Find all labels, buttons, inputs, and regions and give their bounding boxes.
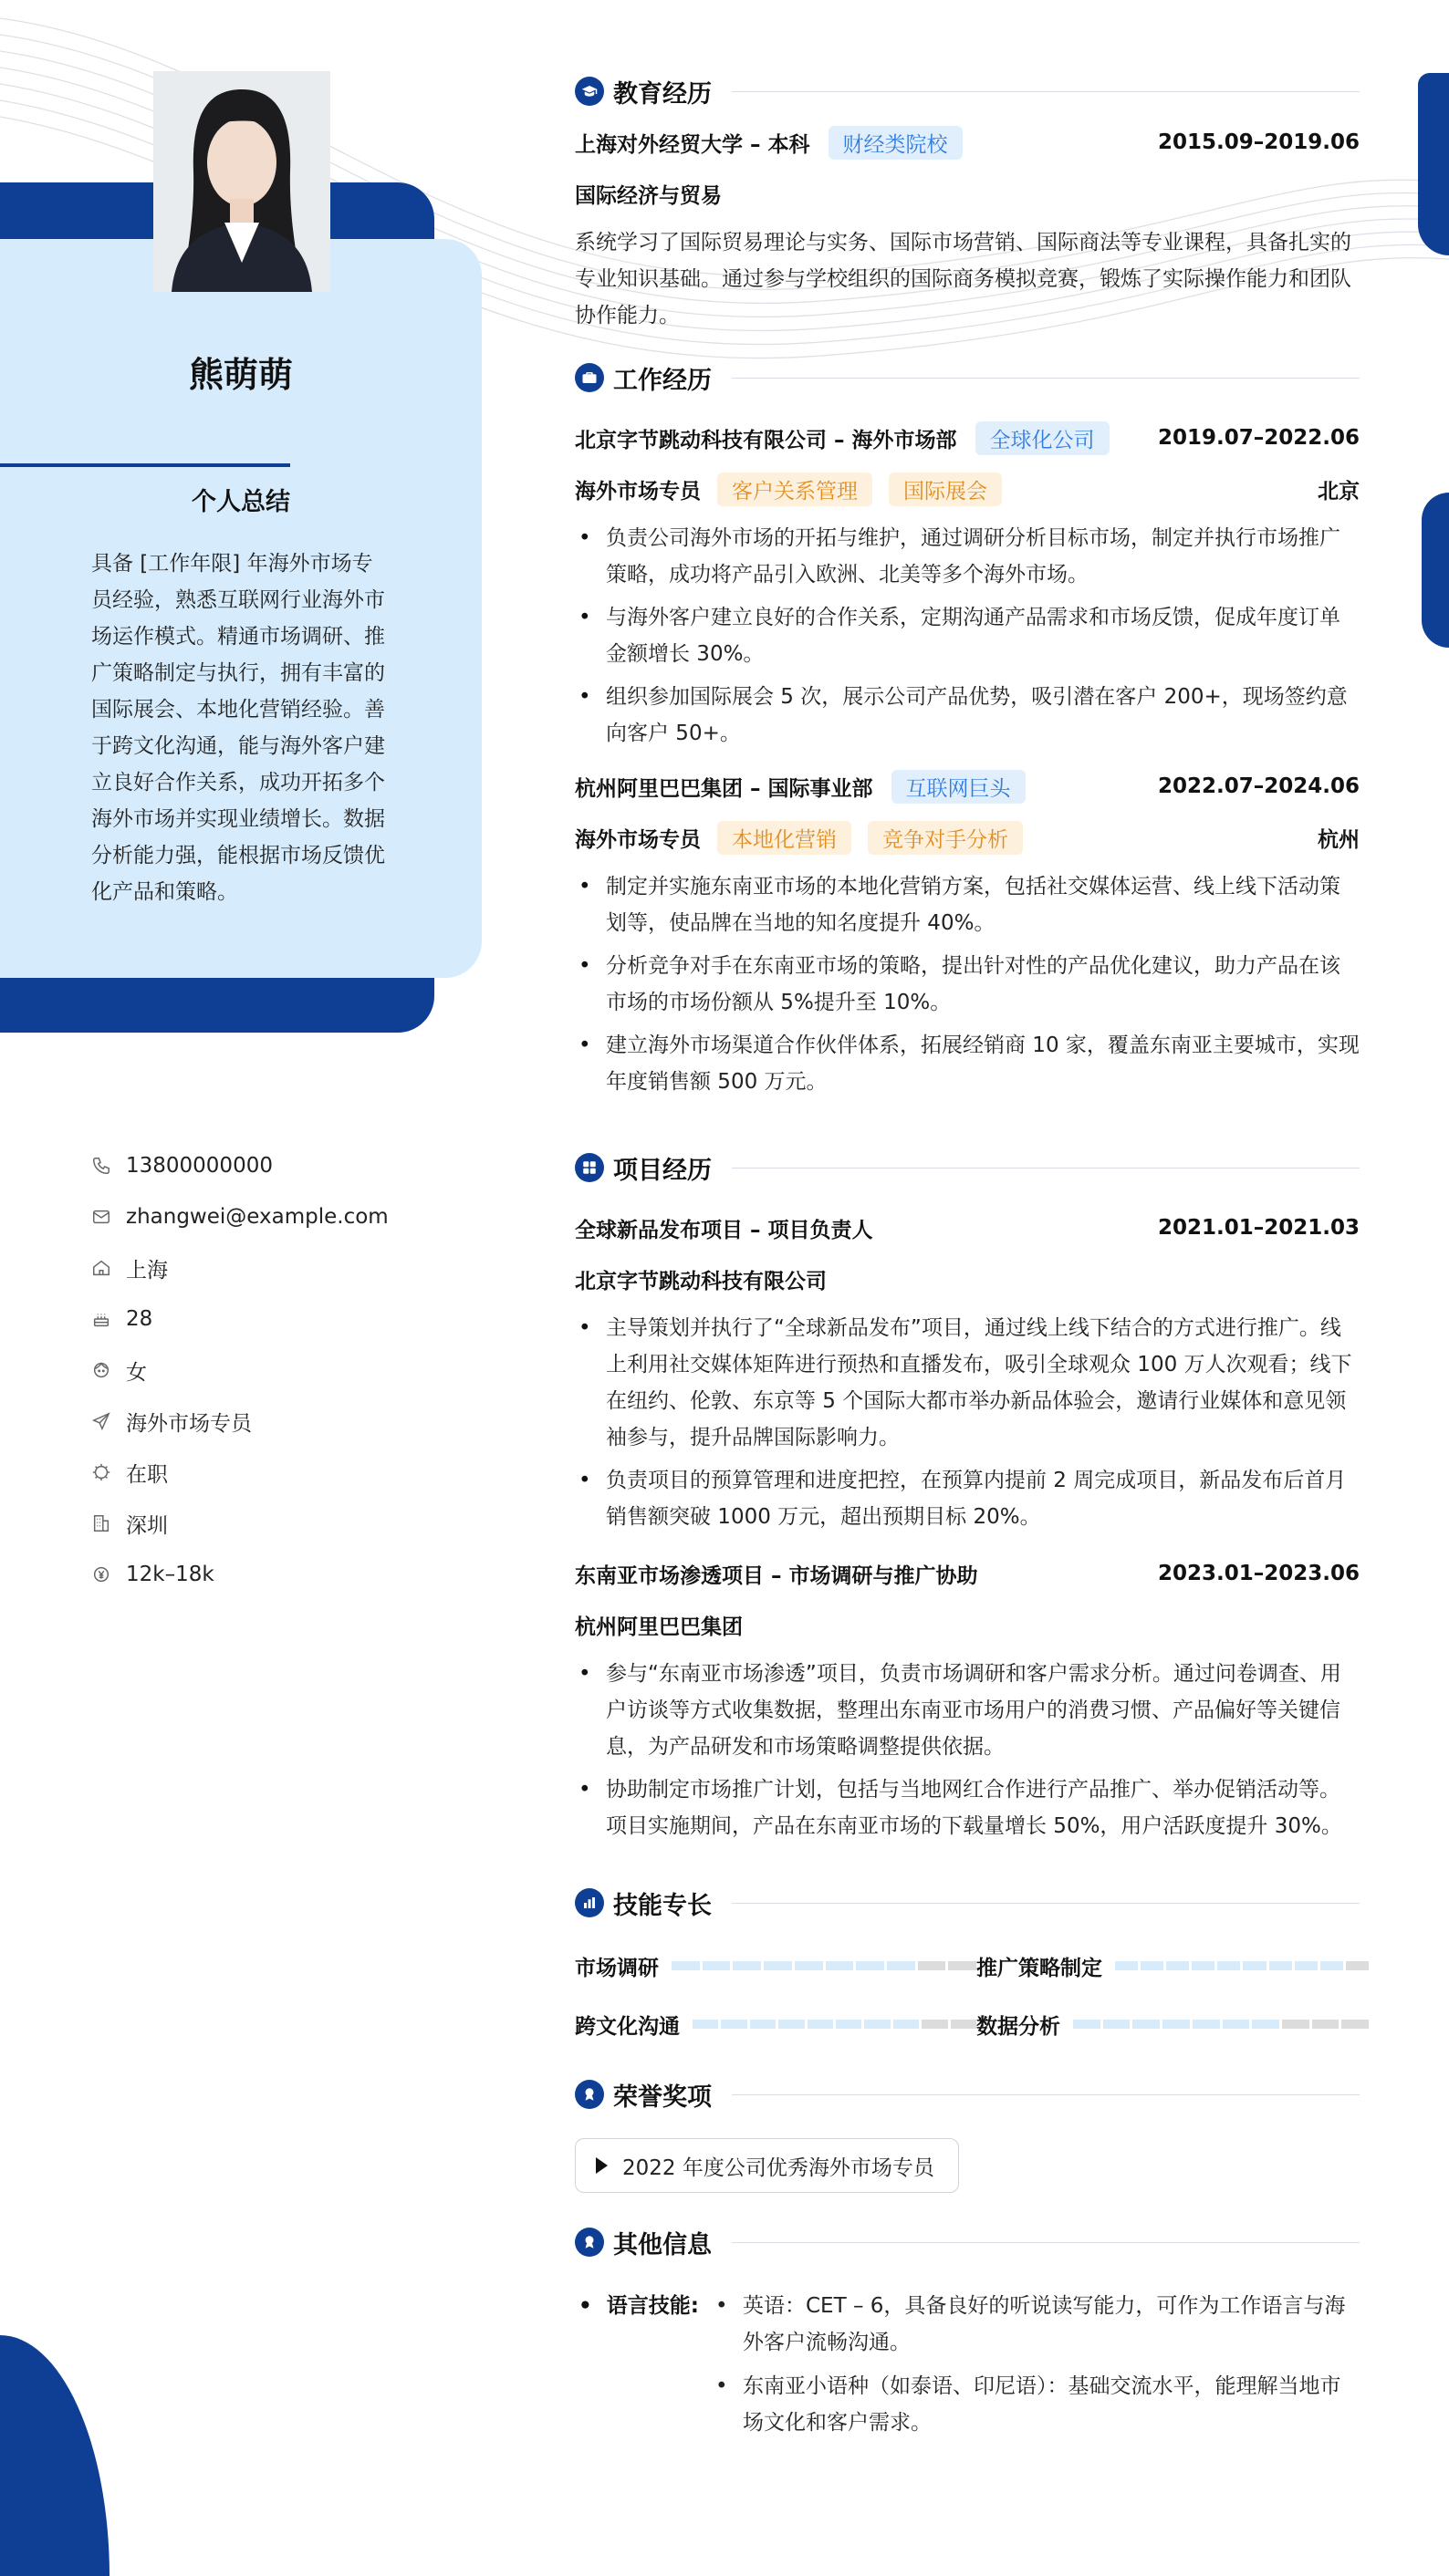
job-city: 杭州 bbox=[1318, 827, 1360, 852]
education-description: 系统学习了国际贸易理论与实务、国际市场营销、国际商法等专业课程，具备扎实的专业知识基础。通过参与学校组织的国际商务模拟竞赛，锻炼了实际操作能力和团队协作能力。 bbox=[575, 231, 1351, 327]
age-icon bbox=[91, 1309, 111, 1329]
contact-gender bbox=[91, 1345, 389, 1396]
avatar bbox=[153, 71, 330, 292]
job-city: 北京 bbox=[1318, 479, 1360, 504]
skill-name: 跨文化沟通 bbox=[575, 2014, 680, 2039]
company-name: 北京字节跳动科技有限公司 – 海外市场部 bbox=[575, 428, 957, 452]
job-entry bbox=[575, 761, 1360, 1100]
job-bullet: • 分析竞争对手在东南亚市场的策略，提出针对性的产品优化建议，助力产品在该市场的市场份额从 5%提升至 10%。 bbox=[575, 948, 1360, 1021]
job-bullets bbox=[575, 520, 1360, 752]
skill-level-segment bbox=[1252, 2020, 1279, 2029]
contact-phone bbox=[91, 1140, 389, 1191]
skill-level-segment bbox=[887, 1961, 915, 1970]
skill-item bbox=[575, 2005, 976, 2043]
job-bullet: • 组织参加国际展会 5 次，展示公司产品优势，吸引潜在客户 200+，现场签约意向客户 50+。 bbox=[575, 679, 1360, 752]
briefcase-icon bbox=[575, 363, 604, 392]
project-org-row bbox=[575, 1253, 1360, 1304]
decorative-shape bbox=[1422, 493, 1449, 648]
company-name: 杭州阿里巴巴集团 – 国际事业部 bbox=[575, 776, 873, 801]
skill-level-segment bbox=[1346, 1961, 1369, 1970]
award-item bbox=[575, 2138, 959, 2193]
job-role: 海外市场专员 bbox=[575, 479, 701, 504]
skill-level-segment bbox=[1166, 1961, 1189, 1970]
project-bullets bbox=[575, 1310, 1360, 1535]
skill-level-segment bbox=[1217, 1961, 1240, 1970]
summary-text: 具备 [工作年限] 年海外市场专员经验，熟悉互联网行业海外市场运作模式。精通市场调研、推广策略制定与执行，拥有丰富的国际展会、本地化营销经验。善于跨文化沟通，能与海外客户建立良好合作关系，成功开拓多个海外市场并实现业绩增长。数据分析能力强，能根据市场反馈优化产品和策略。 bbox=[91, 552, 385, 904]
project-entry bbox=[575, 1548, 1360, 1844]
contact-email bbox=[91, 1191, 389, 1242]
skill-level-segment bbox=[1115, 1961, 1138, 1970]
work-section-header bbox=[575, 352, 1360, 403]
skill-level-segment bbox=[826, 1961, 854, 1970]
section-title: 技能专长 bbox=[613, 1891, 712, 1920]
section-title: 荣誉奖项 bbox=[613, 2083, 712, 2112]
salary-icon bbox=[91, 1564, 111, 1584]
education-date: 2015.09–2019.06 bbox=[1157, 130, 1360, 154]
company-tag: 全球化公司 bbox=[975, 421, 1110, 455]
contact-text: 13800000000 bbox=[126, 1154, 273, 1178]
skill-level-bar bbox=[1073, 2020, 1369, 2029]
grid-icon bbox=[575, 1153, 604, 1182]
job-role-row bbox=[575, 463, 1360, 514]
contact-text: 女 bbox=[126, 1360, 147, 1385]
contact-status bbox=[91, 1447, 389, 1498]
job-bullet: • 负责公司海外市场的开拓与维护，通过调研分析目标市场，制定并执行市场推广策略，成功将产品引入欧洲、北美等多个海外市场。 bbox=[575, 520, 1360, 593]
job-date: 2022.07–2024.06 bbox=[1157, 774, 1360, 798]
job-role-row bbox=[575, 812, 1360, 863]
job-role: 海外市场专员 bbox=[575, 827, 701, 852]
section-title: 工作经历 bbox=[613, 366, 712, 395]
skill-level-segment bbox=[1243, 1961, 1266, 1970]
skill-tag: 本地化营销 bbox=[717, 821, 851, 855]
skill-item bbox=[976, 1947, 1369, 1985]
section-divider bbox=[732, 91, 1360, 92]
section-title: 其他信息 bbox=[613, 2230, 712, 2259]
skill-level-segment bbox=[1295, 1961, 1318, 1970]
skill-tag: 国际展会 bbox=[889, 473, 1002, 506]
job-bullet: • 建立海外市场渠道合作伙伴体系，拓展经销商 10 家，覆盖东南亚主要城市，实现年度销售额 500 万元。 bbox=[575, 1027, 1360, 1100]
job-bullet: • 与海外客户建立良好的合作关系，定期沟通产品需求和市场反馈，促成年度订单金额增长 30%。 bbox=[575, 599, 1360, 672]
skill-level-segment bbox=[1341, 2020, 1369, 2029]
contact-location bbox=[91, 1242, 389, 1293]
skill-level-segment bbox=[808, 2020, 833, 2029]
skill-level-segment bbox=[1141, 1961, 1163, 1970]
language-skills bbox=[575, 2288, 1360, 2448]
section-divider bbox=[732, 1168, 1360, 1169]
skill-tag: 客户关系管理 bbox=[717, 473, 872, 506]
contact-text: 上海 bbox=[126, 1258, 168, 1283]
project-entry bbox=[575, 1202, 1360, 1535]
skill-level-segment bbox=[1269, 1961, 1292, 1970]
job-header-row bbox=[575, 412, 1360, 463]
skill-level-segment bbox=[1312, 2020, 1340, 2029]
contact-age bbox=[91, 1293, 389, 1345]
language-item: • 英语：CET – 6，具备良好的听说读写能力，可作为工作语言与海外客户流畅沟通。 bbox=[712, 2288, 1360, 2361]
contact-city bbox=[91, 1498, 389, 1549]
skill-name: 数据分析 bbox=[976, 2014, 1060, 2039]
skill-item bbox=[575, 1947, 976, 1985]
decorative-shape bbox=[1418, 73, 1449, 255]
phone-icon bbox=[91, 1156, 111, 1176]
skill-level-segment bbox=[856, 1961, 884, 1970]
project-org: 北京字节跳动科技有限公司 bbox=[575, 1269, 827, 1293]
skill-level-segment bbox=[693, 2020, 718, 2029]
job-entry bbox=[575, 412, 1360, 752]
skill-level-segment bbox=[672, 1961, 700, 1970]
project-name: 全球新品发布项目 – 项目负责人 bbox=[575, 1218, 873, 1242]
award-icon bbox=[575, 2080, 604, 2109]
project-bullet: • 主导策划并执行了“全球新品发布”项目，通过线上线下结合的方式进行推广。线上利用社交媒体矩阵进行预热和直播发布，吸引全球观众 100 万人次观看；线下在纽约、伦敦、东京等 5 个国际大都市举办新品体验会，邀请行业媒体和意见领袖参与，提升品牌国际影响力。 bbox=[575, 1310, 1360, 1456]
skill-level-segment bbox=[1073, 2020, 1100, 2029]
project-date: 2021.01–2021.03 bbox=[1157, 1216, 1360, 1240]
skill-level-segment bbox=[764, 1961, 792, 1970]
contact-text: 在职 bbox=[126, 1462, 168, 1487]
projects-section-header bbox=[575, 1142, 1360, 1193]
skill-level-segment bbox=[1282, 2020, 1309, 2029]
home-icon bbox=[91, 1258, 111, 1278]
skill-level-segment bbox=[795, 1961, 823, 1970]
skill-level-segment bbox=[778, 2020, 804, 2029]
major: 国际经济与贸易 bbox=[575, 183, 722, 208]
major-row bbox=[575, 168, 1360, 219]
skill-level-segment bbox=[1320, 1961, 1343, 1970]
company-tag: 互联网巨头 bbox=[891, 770, 1026, 804]
contact-text: 12k–18k bbox=[126, 1563, 214, 1586]
skill-level-bar bbox=[672, 1961, 976, 1970]
section-divider bbox=[732, 1903, 1360, 1904]
section-title: 教育经历 bbox=[613, 79, 712, 109]
skill-level-segment bbox=[918, 1961, 946, 1970]
project-header-row bbox=[575, 1548, 1360, 1599]
award-icon bbox=[575, 2228, 604, 2257]
awards-section-header bbox=[575, 2069, 1360, 2120]
gender-icon bbox=[91, 1360, 111, 1380]
award-text: 2022 年度公司优秀海外市场专员 bbox=[622, 2155, 934, 2180]
skill-level-segment bbox=[1192, 1961, 1214, 1970]
skill-item bbox=[976, 2005, 1369, 2043]
section-divider bbox=[732, 378, 1360, 379]
contact-position bbox=[91, 1396, 389, 1447]
other-section-header bbox=[575, 2217, 1360, 2268]
skill-level-segment bbox=[1132, 2020, 1160, 2029]
education-section-header bbox=[575, 66, 1360, 117]
job-date: 2019.07–2022.06 bbox=[1157, 426, 1360, 450]
project-org: 杭州阿里巴巴集团 bbox=[575, 1615, 743, 1639]
language-item: • 东南亚小语种（如泰语、印尼语）：基础交流水平，能理解当地市场文化和客户需求。 bbox=[712, 2368, 1360, 2441]
skill-level-segment bbox=[1103, 2020, 1131, 2029]
project-org-row bbox=[575, 1599, 1360, 1650]
skill-level-segment bbox=[1223, 2020, 1250, 2029]
skill-tag: 竞争对手分析 bbox=[868, 821, 1023, 855]
skill-level-segment bbox=[721, 2020, 746, 2029]
decorative-shape bbox=[0, 2335, 109, 2576]
contact-text: 深圳 bbox=[126, 1513, 168, 1538]
skill-level-segment bbox=[750, 2020, 776, 2029]
skill-level-segment bbox=[733, 1961, 761, 1970]
language-label: • 语言技能: bbox=[575, 2288, 712, 2448]
contact-text: 28 bbox=[126, 1307, 153, 1331]
skill-level-bar bbox=[1115, 1961, 1369, 1970]
skill-level-segment bbox=[836, 2020, 861, 2029]
send-icon bbox=[91, 1411, 111, 1431]
language-list bbox=[712, 2288, 1360, 2448]
contact-text: zhangwei@example.com bbox=[126, 1205, 389, 1229]
section-title: 项目经历 bbox=[613, 1156, 712, 1185]
school-tag: 财经类院校 bbox=[829, 126, 963, 160]
skill-level-segment bbox=[1193, 2020, 1220, 2029]
skill-level-segment bbox=[864, 2020, 890, 2029]
education-header-row bbox=[575, 117, 1360, 168]
project-bullet: • 参与“东南亚市场渗透”项目，负责市场调研和客户需求分析。通过问卷调查、用户访谈等方式收集数据，整理出东南亚市场用户的消费习惯、产品偏好等关键信息，为产品研发和市场策略调整提供依据。 bbox=[575, 1656, 1360, 1765]
main-content bbox=[575, 66, 1360, 2448]
project-bullet: • 协助制定市场推广计划，包括与当地网红合作进行产品推广、举办促销活动等。项目实施期间，产品在东南亚市场的下载量增长 50%，用户活跃度提升 30%。 bbox=[575, 1771, 1360, 1844]
project-name: 东南亚市场渗透项目 – 市场调研与推广协助 bbox=[575, 1563, 978, 1588]
skill-name: 推广策略制定 bbox=[976, 1956, 1102, 1980]
job-bullet: • 制定并实施东南亚市场的本地化营销方案，包括社交媒体运营、线上线下活动策划等，使品牌在当地的知名度提升 40%。 bbox=[575, 868, 1360, 941]
contact-salary bbox=[91, 1549, 389, 1600]
contact-text: 海外市场专员 bbox=[126, 1411, 252, 1436]
job-header-row bbox=[575, 761, 1360, 812]
skills-section-header bbox=[575, 1877, 1360, 1928]
skill-level-segment bbox=[948, 1961, 976, 1970]
skill-name: 市场调研 bbox=[575, 1956, 659, 1980]
skill-level-segment bbox=[951, 2020, 976, 2029]
job-bullets bbox=[575, 868, 1360, 1100]
status-icon bbox=[91, 1462, 111, 1482]
section-divider bbox=[732, 2242, 1360, 2243]
skill-level-segment bbox=[703, 1961, 731, 1970]
school-name: 上海对外经贸大学 – 本科 bbox=[575, 132, 810, 157]
skills-grid bbox=[575, 1947, 1360, 2043]
skill-level-segment bbox=[922, 2020, 947, 2029]
skill-level-bar bbox=[693, 2020, 976, 2029]
contact-list bbox=[91, 1140, 389, 1600]
building-icon bbox=[91, 1513, 111, 1533]
project-bullets bbox=[575, 1656, 1360, 1844]
play-icon bbox=[596, 2157, 608, 2174]
profile-name: 熊萌萌 bbox=[188, 355, 293, 395]
skill-level-segment bbox=[1162, 2020, 1190, 2029]
summary-underline bbox=[0, 463, 290, 467]
project-date: 2023.01–2023.06 bbox=[1157, 1562, 1360, 1585]
bar-chart-icon bbox=[575, 1888, 604, 1917]
section-divider bbox=[732, 2094, 1360, 2095]
skill-level-segment bbox=[893, 2020, 919, 2029]
email-icon bbox=[91, 1207, 111, 1227]
graduation-cap-icon bbox=[575, 77, 604, 106]
summary-title: 个人总结 bbox=[192, 488, 290, 516]
project-header-row bbox=[575, 1202, 1360, 1253]
project-bullet: • 负责项目的预算管理和进度把控，在预算内提前 2 周完成项目，新品发布后首月销售额突破 1000 万元，超出预期目标 20%。 bbox=[575, 1462, 1360, 1535]
